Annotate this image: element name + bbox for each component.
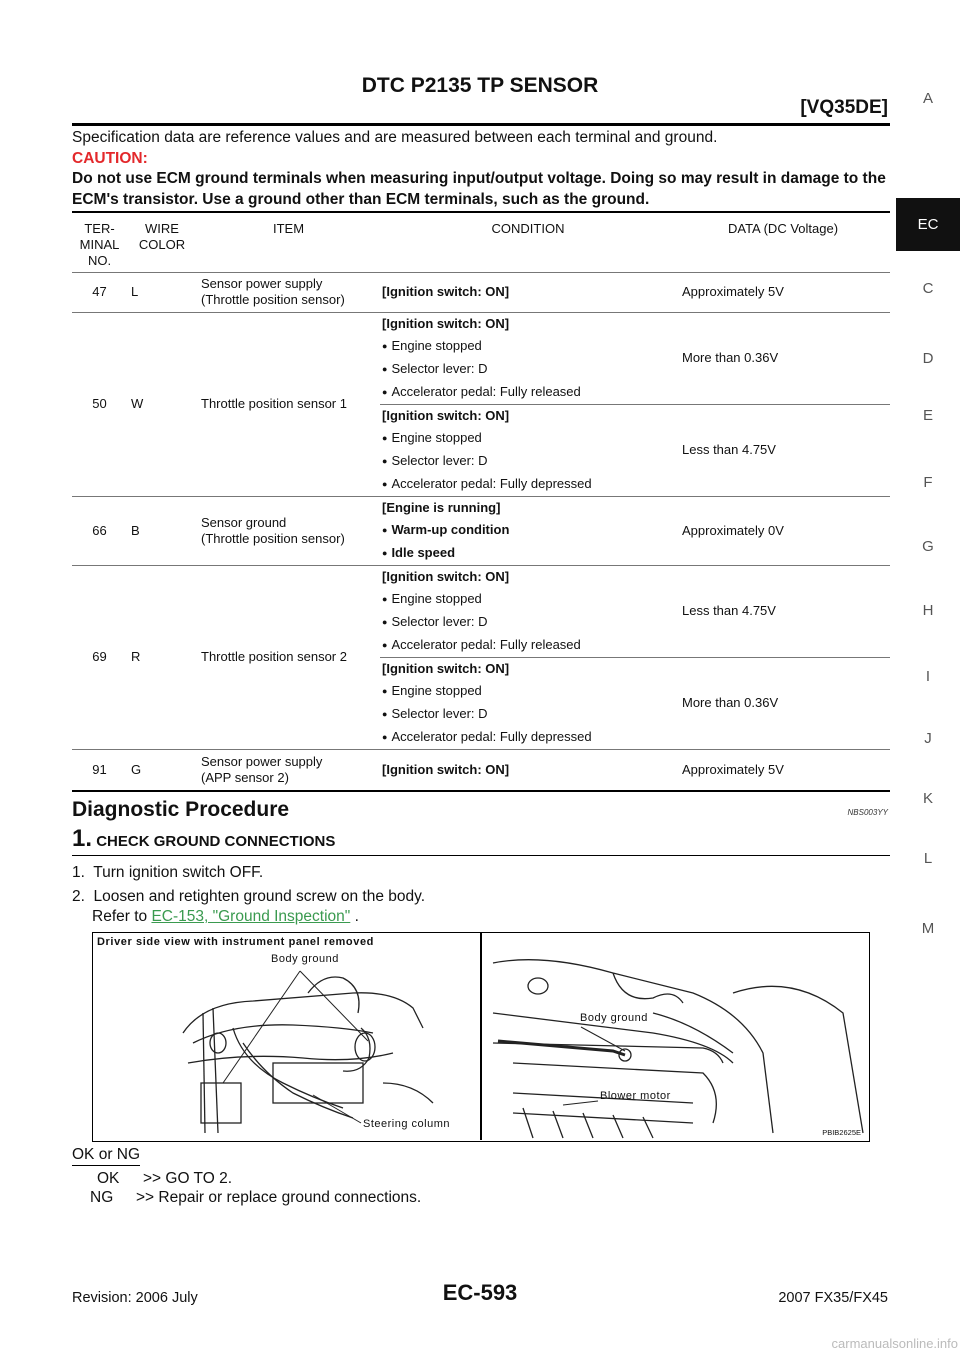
wire-color: B <box>127 496 197 565</box>
data-value: More than 0.36V <box>676 312 890 404</box>
terminal-spec-table <box>72 211 890 792</box>
condition-bullet: ● Selector lever: D <box>382 447 672 470</box>
figure-divider <box>480 933 482 1140</box>
section-tab-ec: EC <box>896 198 960 251</box>
caution-heading: CAUTION: <box>72 150 148 167</box>
wire-color: R <box>127 565 197 749</box>
revision-date: Revision: 2006 July <box>72 1290 198 1306</box>
condition-bullet: ● Accelerator pedal: Fully depressed <box>382 723 672 746</box>
section-tab-k: K <box>922 790 933 807</box>
table-row <box>72 749 890 791</box>
wire-color: W <box>127 312 197 496</box>
instruction-2-ref: Refer to EC-153, "Ground Inspection" . <box>92 908 359 925</box>
instruction-1: 1. Turn ignition switch OFF. <box>72 864 264 881</box>
figure-code: PBIB2625E <box>822 1128 861 1137</box>
section-tab-i: I <box>925 668 931 685</box>
col-wire-color: WIRE COLOR <box>127 212 197 272</box>
page-title: DTC P2135 TP SENSOR <box>361 74 599 97</box>
condition: [Ignition switch: ON] ● Engine stopped ● Selector lever: D ● Accelerator pedal: Fully released <box>380 565 676 657</box>
table-header-row <box>72 212 890 272</box>
section-tab-j: J <box>924 730 932 747</box>
item-name: Sensor ground (Throttle position sensor) <box>197 496 380 565</box>
ground-inspection-link[interactable]: EC-153, "Ground Inspection" <box>151 908 351 925</box>
result-ng: NG >> Repair or replace ground connections. <box>90 1189 422 1206</box>
label-body-ground-left: Body ground <box>271 953 339 965</box>
terminal-number: 47 <box>72 272 127 312</box>
condition-bullet: ● Selector lever: D <box>382 700 672 723</box>
section-tab-f: F <box>923 474 933 491</box>
section-tab-d: D <box>922 350 934 367</box>
step-number: 1. <box>72 825 93 852</box>
condition-bullet: ● Selector lever: D <box>382 355 672 378</box>
data-value: Approximately 5V <box>676 272 890 312</box>
condition-bullet: ● Accelerator pedal: Fully released <box>382 378 672 401</box>
section-tab-e: E <box>922 407 933 424</box>
item-name: Throttle position sensor 2 <box>197 565 380 749</box>
section-tab-l: L <box>923 850 933 867</box>
item-name: Sensor power supply (APP sensor 2) <box>197 749 380 791</box>
data-value: More than 0.36V <box>676 657 890 749</box>
col-terminal: TER- MINAL NO. <box>72 212 127 272</box>
result-heading: OK or NG <box>72 1146 140 1166</box>
terminal-number: 50 <box>72 312 127 496</box>
condition: [Ignition switch: ON] ● Engine stopped ● Selector lever: D ● Accelerator pedal: Fully released <box>380 312 676 404</box>
item-name: Sensor power supply (Throttle position sensor) <box>197 272 380 312</box>
label-body-ground-right: Body ground <box>580 1012 648 1024</box>
condition-bullet: ● Engine stopped <box>382 332 672 355</box>
condition-bullet: ● Accelerator pedal: Fully depressed <box>382 470 672 493</box>
section-tab-c: C <box>922 280 934 297</box>
header-rule <box>72 123 890 126</box>
condition: [Engine is running] ● Warm-up condition ● Idle speed <box>380 496 676 565</box>
caution-text: Do not use ECM ground terminals when measuring input/output voltage. Doing so may result in damage to the ECM's transistor. Use a ground other than ECM terminals, such as the ground. <box>72 170 886 208</box>
instruction-2: 2. Loosen and retighten ground screw on the body. <box>72 888 426 905</box>
step-rule <box>72 855 890 856</box>
step-heading <box>72 825 335 853</box>
wire-color: L <box>127 272 197 312</box>
ground-location-figure <box>92 932 870 1142</box>
label-steering-column: Steering column <box>363 1118 450 1130</box>
step-title: CHECK GROUND CONNECTIONS <box>96 833 336 850</box>
data-value: Approximately 5V <box>676 749 890 791</box>
engine-model: [VQ35DE] <box>800 97 888 118</box>
condition-bullet: ● Selector lever: D <box>382 608 672 631</box>
col-data: DATA (DC Voltage) <box>676 212 890 272</box>
page-number: EC-593 <box>442 1280 518 1305</box>
data-value: Approximately 0V <box>676 496 890 565</box>
condition: [Ignition switch: ON] ● Engine stopped ● Selector lever: D ● Accelerator pedal: Fully depressed <box>380 657 676 749</box>
table-row <box>72 312 890 404</box>
vehicle-model: 2007 FX35/FX45 <box>778 1290 888 1306</box>
result-ok: OK >> GO TO 2. <box>97 1170 233 1187</box>
section-code: NBS003YY <box>847 808 888 817</box>
condition-bullet: ● Engine stopped <box>382 677 672 700</box>
section-tab-g: G <box>922 538 934 555</box>
condition: [Ignition switch: ON] <box>380 749 676 791</box>
condition: [Ignition switch: ON] <box>380 272 676 312</box>
data-value: Less than 4.75V <box>676 565 890 657</box>
table-row <box>72 496 890 565</box>
table-row <box>72 565 890 657</box>
label-blower-motor: Blower motor <box>600 1090 671 1102</box>
section-tab-h: H <box>922 602 934 619</box>
item-name: Throttle position sensor 1 <box>197 312 380 496</box>
condition-bullet: ● Warm-up condition <box>382 516 672 539</box>
condition-bullet: ● Engine stopped <box>382 585 672 608</box>
watermark: carmanualsonline.info <box>831 1336 958 1351</box>
col-condition: CONDITION <box>380 212 676 272</box>
section-tab-m: M <box>921 920 935 937</box>
terminal-number: 66 <box>72 496 127 565</box>
wire-color: G <box>127 749 197 791</box>
col-item: ITEM <box>197 212 380 272</box>
condition-bullet: ● Idle speed <box>382 539 672 562</box>
intro-text: Specification data are reference values and are measured between each terminal and ground. <box>72 129 718 146</box>
section-tab-a: A <box>922 90 933 107</box>
section-heading: Diagnostic Procedure <box>72 798 290 821</box>
figure-caption: Driver side view with instrument panel removed <box>97 936 375 948</box>
terminal-number: 69 <box>72 565 127 749</box>
condition-bullet: ● Accelerator pedal: Fully released <box>382 631 672 654</box>
condition-bullet: ● Engine stopped <box>382 424 672 447</box>
data-value: Less than 4.75V <box>676 404 890 496</box>
condition: [Ignition switch: ON] ● Engine stopped ● Selector lever: D ● Accelerator pedal: Fully depressed <box>380 404 676 496</box>
table-row <box>72 272 890 312</box>
terminal-number: 91 <box>72 749 127 791</box>
